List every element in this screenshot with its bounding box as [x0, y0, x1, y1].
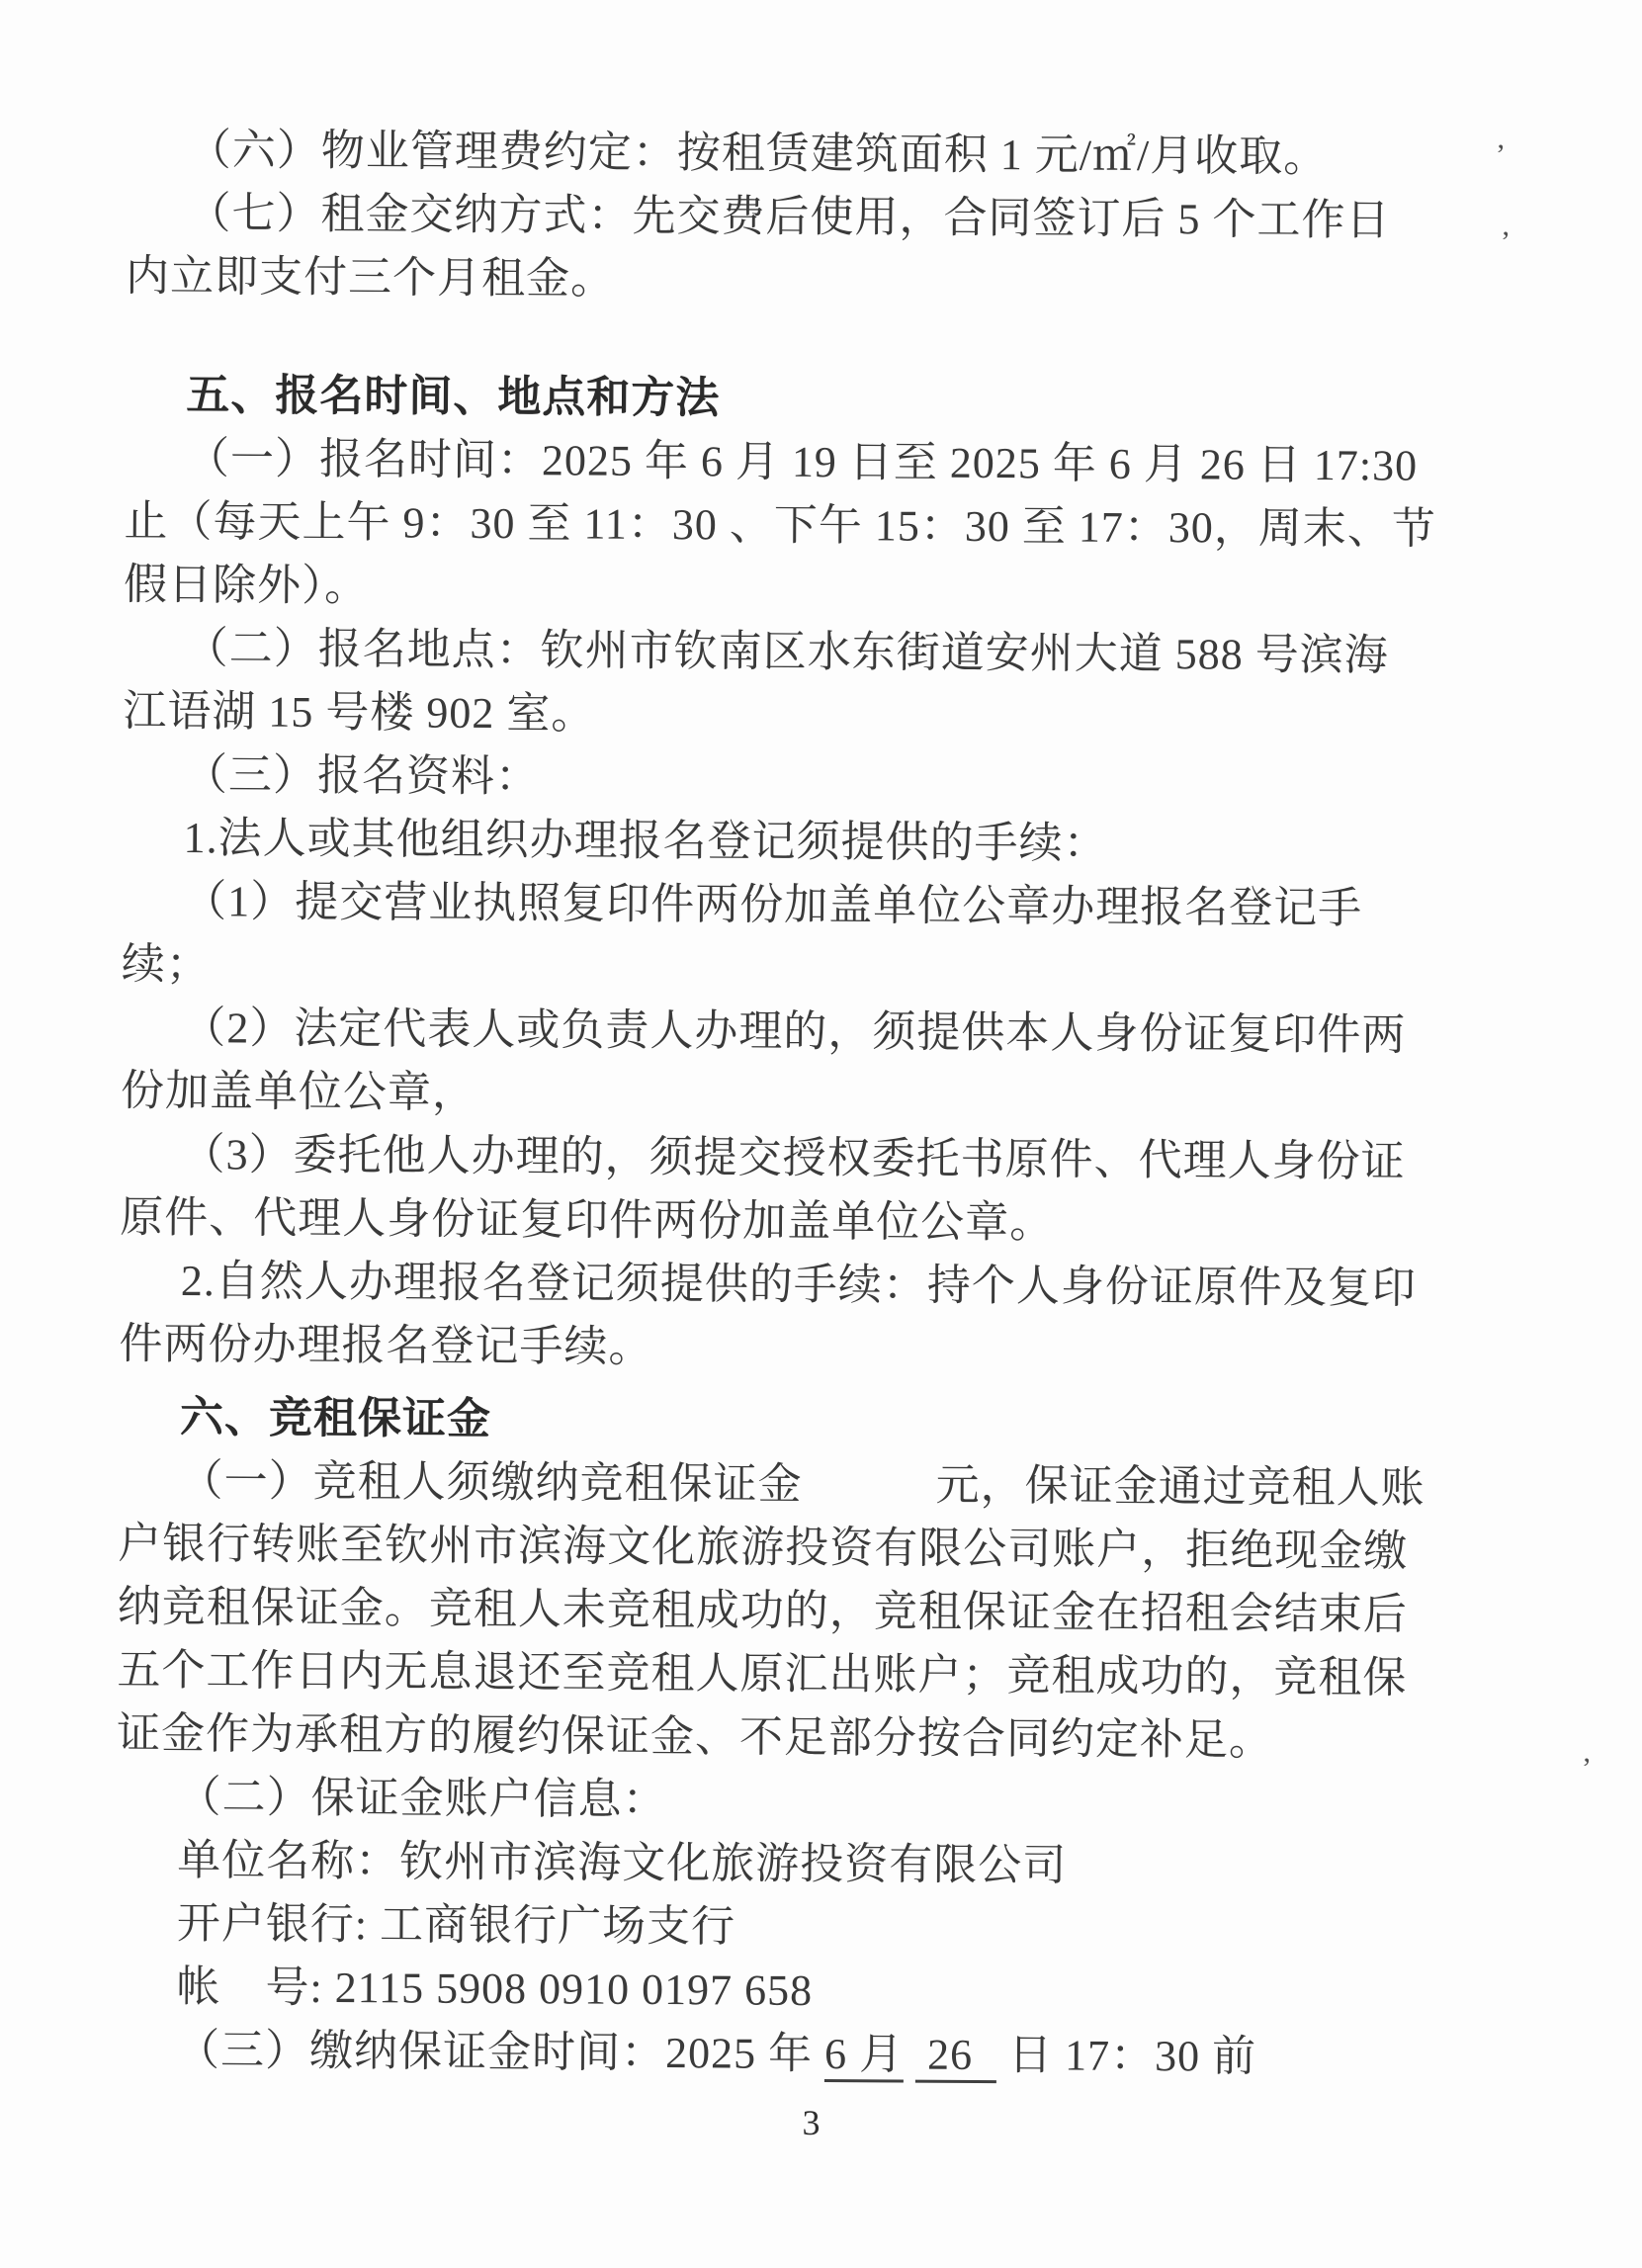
text-line: 续； — [121, 939, 211, 990]
text-line: 原件、代理人身份证复印件两份加盖单位公章。 — [120, 1192, 1055, 1248]
scan-artifact: ’ — [1582, 1752, 1592, 1785]
text-line: 1.法人或其他组织办理报名登记须提供的手续： — [183, 814, 1108, 868]
text-line: （2）法定代表人或负责人办理的，须提供本人身份证复印件两 — [182, 1003, 1407, 1060]
document-lines — [115, 119, 1522, 2091]
text-line: 证金作为承租方的履约保证金、不足部分按合同约定补足。 — [116, 1708, 1274, 1765]
text-line: 户银行转账至钦州市滨海文化旅游投资有限公司账户，拒绝现金缴 — [118, 1519, 1409, 1576]
text-line: 纳竞租保证金。竞租人未竞租成功的，竞租保证金在招租会结束后 — [117, 1582, 1408, 1639]
underlined-value: 6 月 — [824, 2030, 904, 2082]
text-line: 假日除外）。 — [123, 560, 370, 611]
text-line: 件两份办理报名登记手续。 — [119, 1319, 653, 1371]
text-line: 止（每天上午 9：30 至 11：30 、下午 15：30 至 17：30，周末、节 — [124, 496, 1437, 554]
text-line: （一）竞租人须缴纳竞租保证金 元，保证金通过竞租人账 — [179, 1456, 1426, 1513]
underlined-value: 26 — [915, 2031, 996, 2083]
text-line: （六）物业管理费约定：按租赁建筑面积 1 元/㎡/月收取。 — [187, 126, 1329, 182]
text-line: （一）报名时间：2025 年 6 月 19 日至 2025 年 6 月 26 日 17:30 — [185, 434, 1419, 490]
text-line: （七）租金交纳方式：先交费后使用，合同签订后 5 个工作日 — [187, 189, 1391, 245]
text-line: 帐 号: 2115 5908 0910 0197 658 — [176, 1963, 814, 2015]
text-line: 单位名称：钦州市滨海文化旅游投资有限公司 — [177, 1836, 1068, 1890]
text-line: 江语湖 15 号楼 902 室。 — [123, 686, 596, 739]
text-line: （3）委托他人办理的，须提交授权委托书原件、代理人身份证 — [181, 1130, 1406, 1186]
text-line: （二）报名地点：钦州市钦南区水东街道安州大道 588 号滨海 — [184, 624, 1389, 680]
text-line: 2.自然人办理报名登记须提供的手续：持个人身份证原件及复印 — [180, 1257, 1417, 1313]
text-line: 五个工作日内无息退还至竞租人原汇出账户；竞租成功的，竞租保 — [117, 1645, 1408, 1702]
text-line: 开户银行: 工商银行广场支行 — [176, 1899, 736, 1952]
text-line: （1）提交营业执照复印件两份加盖单位公章办理报名登记手 — [183, 877, 1363, 933]
section-heading: 五、报名时间、地点和方法 — [186, 371, 721, 423]
page-number: 3 — [802, 2103, 821, 2142]
text-line: 内立即支付三个月租金。 — [125, 251, 616, 304]
text-line: （三）报名资料： — [183, 750, 541, 802]
scan-artifact: ’ — [1496, 138, 1506, 171]
section-heading: 六、竞租保证金 — [179, 1393, 492, 1443]
text-line: （二）保证金账户信息： — [177, 1773, 667, 1825]
scan-artifact: ’ — [1501, 225, 1511, 258]
text-line: （三）缴纳保证金时间：2025 年 6 月 26 日 17：30 前 — [115, 2019, 1511, 2091]
text-line: 份加盖单位公章， — [120, 1066, 477, 1117]
